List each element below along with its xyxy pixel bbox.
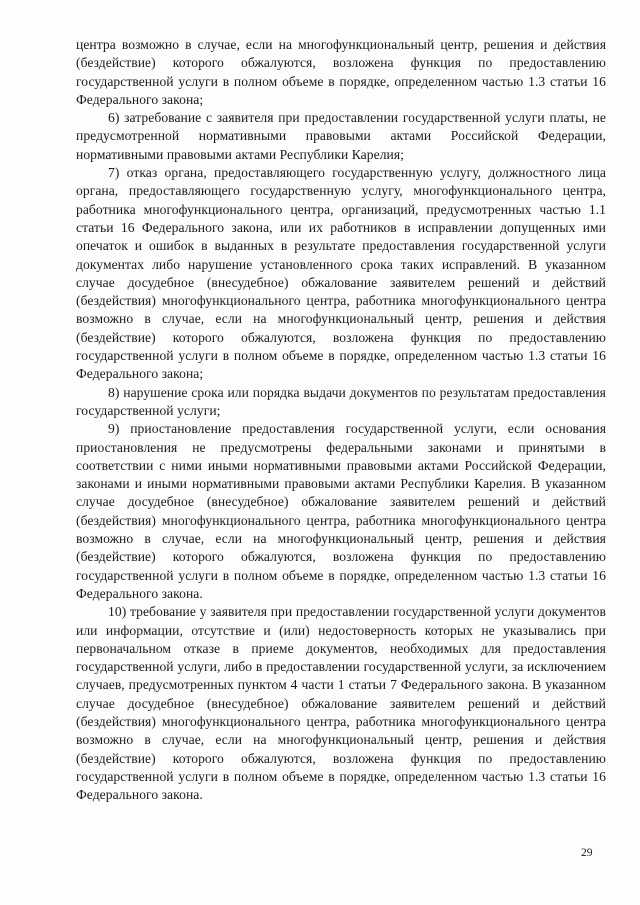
paragraph-item-10: 10) требование у заявителя при предоставлении государственной услуги документов или информации, отсутствие и (или) недостоверность которых не указывались при первоначальном отказе в приеме документов, необходимых для предоставления государственной услуги, либо в предоставлении государственной услуги, за исключением случаев, предусмотренных пунктом 4 части 1 статьи 7 Федерального закона. В указанном случае досудебное (внесудебное) обжалование заявителем решений и действий (бездействия) многофункционального центра, работника многофункционального центра возможно в случае, если на многофункциональный центр, решения и действия (бездействие) которого обжалуются, возложена функция по предоставлению государственной услуги в полном объеме в порядке, определенном частью 1.3 статьи 16 Федерального закона. — [76, 604, 606, 803]
paragraph-item-6: 6) затребование с заявителя при предоставлении государственной услуги платы, не предусмотренной нормативными правовыми актами Российской Федерации, нормативными правовыми актами Республики Карелия; — [76, 110, 606, 162]
paragraph-continuation: центра возможно в случае, если на многофункциональный центр, решения и действия (бездействие) которого обжалуются, возложена функция по предоставлению государственной услуги в полном объеме в порядке, определенном частью 1.3 статьи 16 Федерального закона; — [76, 37, 606, 107]
page-number: 29 — [581, 847, 593, 859]
document-body — [76, 36, 606, 804]
paragraph-item-7: 7) отказ органа, предоставляющего государственную услугу, должностного лица органа, предоставляющего государственную услугу, многофункционального центра, работника многофункционального центра, организаций, предусмотренных частью 1.1 статьи 16 Федерального закона, или их работников в исправлении допущенных ими опечаток и ошибок в выданных в результате предоставления государственной услуги документах либо нарушение установленного срока таких исправлений. В указанном случае досудебное (внесудебное) обжалование заявителем решений и действий (бездействия) многофункционального центра, работника многофункционального центра возможно в случае, если на многофункциональный центр, решения и действия (бездействие) которого обжалуются, возложена функция по предоставлению государственной услуги в полном объеме в порядке, определенном частью 1.3 статьи 16 Федерального закона; — [76, 165, 606, 382]
paragraph-item-9: 9) приостановление предоставления государственной услуги, если основания приостановления не предусмотрены федеральными законами и принятыми в соответствии с ними иными нормативными правовыми актами Российской Федерации, законами и иными нормативными правовыми актами Республики Карелия. В указанном случае досудебное (внесудебное) обжалование заявителем решений и действий (бездействия) многофункционального центра, работника многофункционального центра возможно в случае, если на многофункциональный центр, решения и действия (бездействие) которого обжалуются, возложена функция по предоставлению государственной услуги в полном объеме в порядке, определенном частью 1.3 статьи 16 Федерального закона. — [76, 421, 606, 601]
paragraph-item-8: 8) нарушение срока или порядка выдачи документов по результатам предоставления государственной услуги; — [76, 384, 606, 418]
